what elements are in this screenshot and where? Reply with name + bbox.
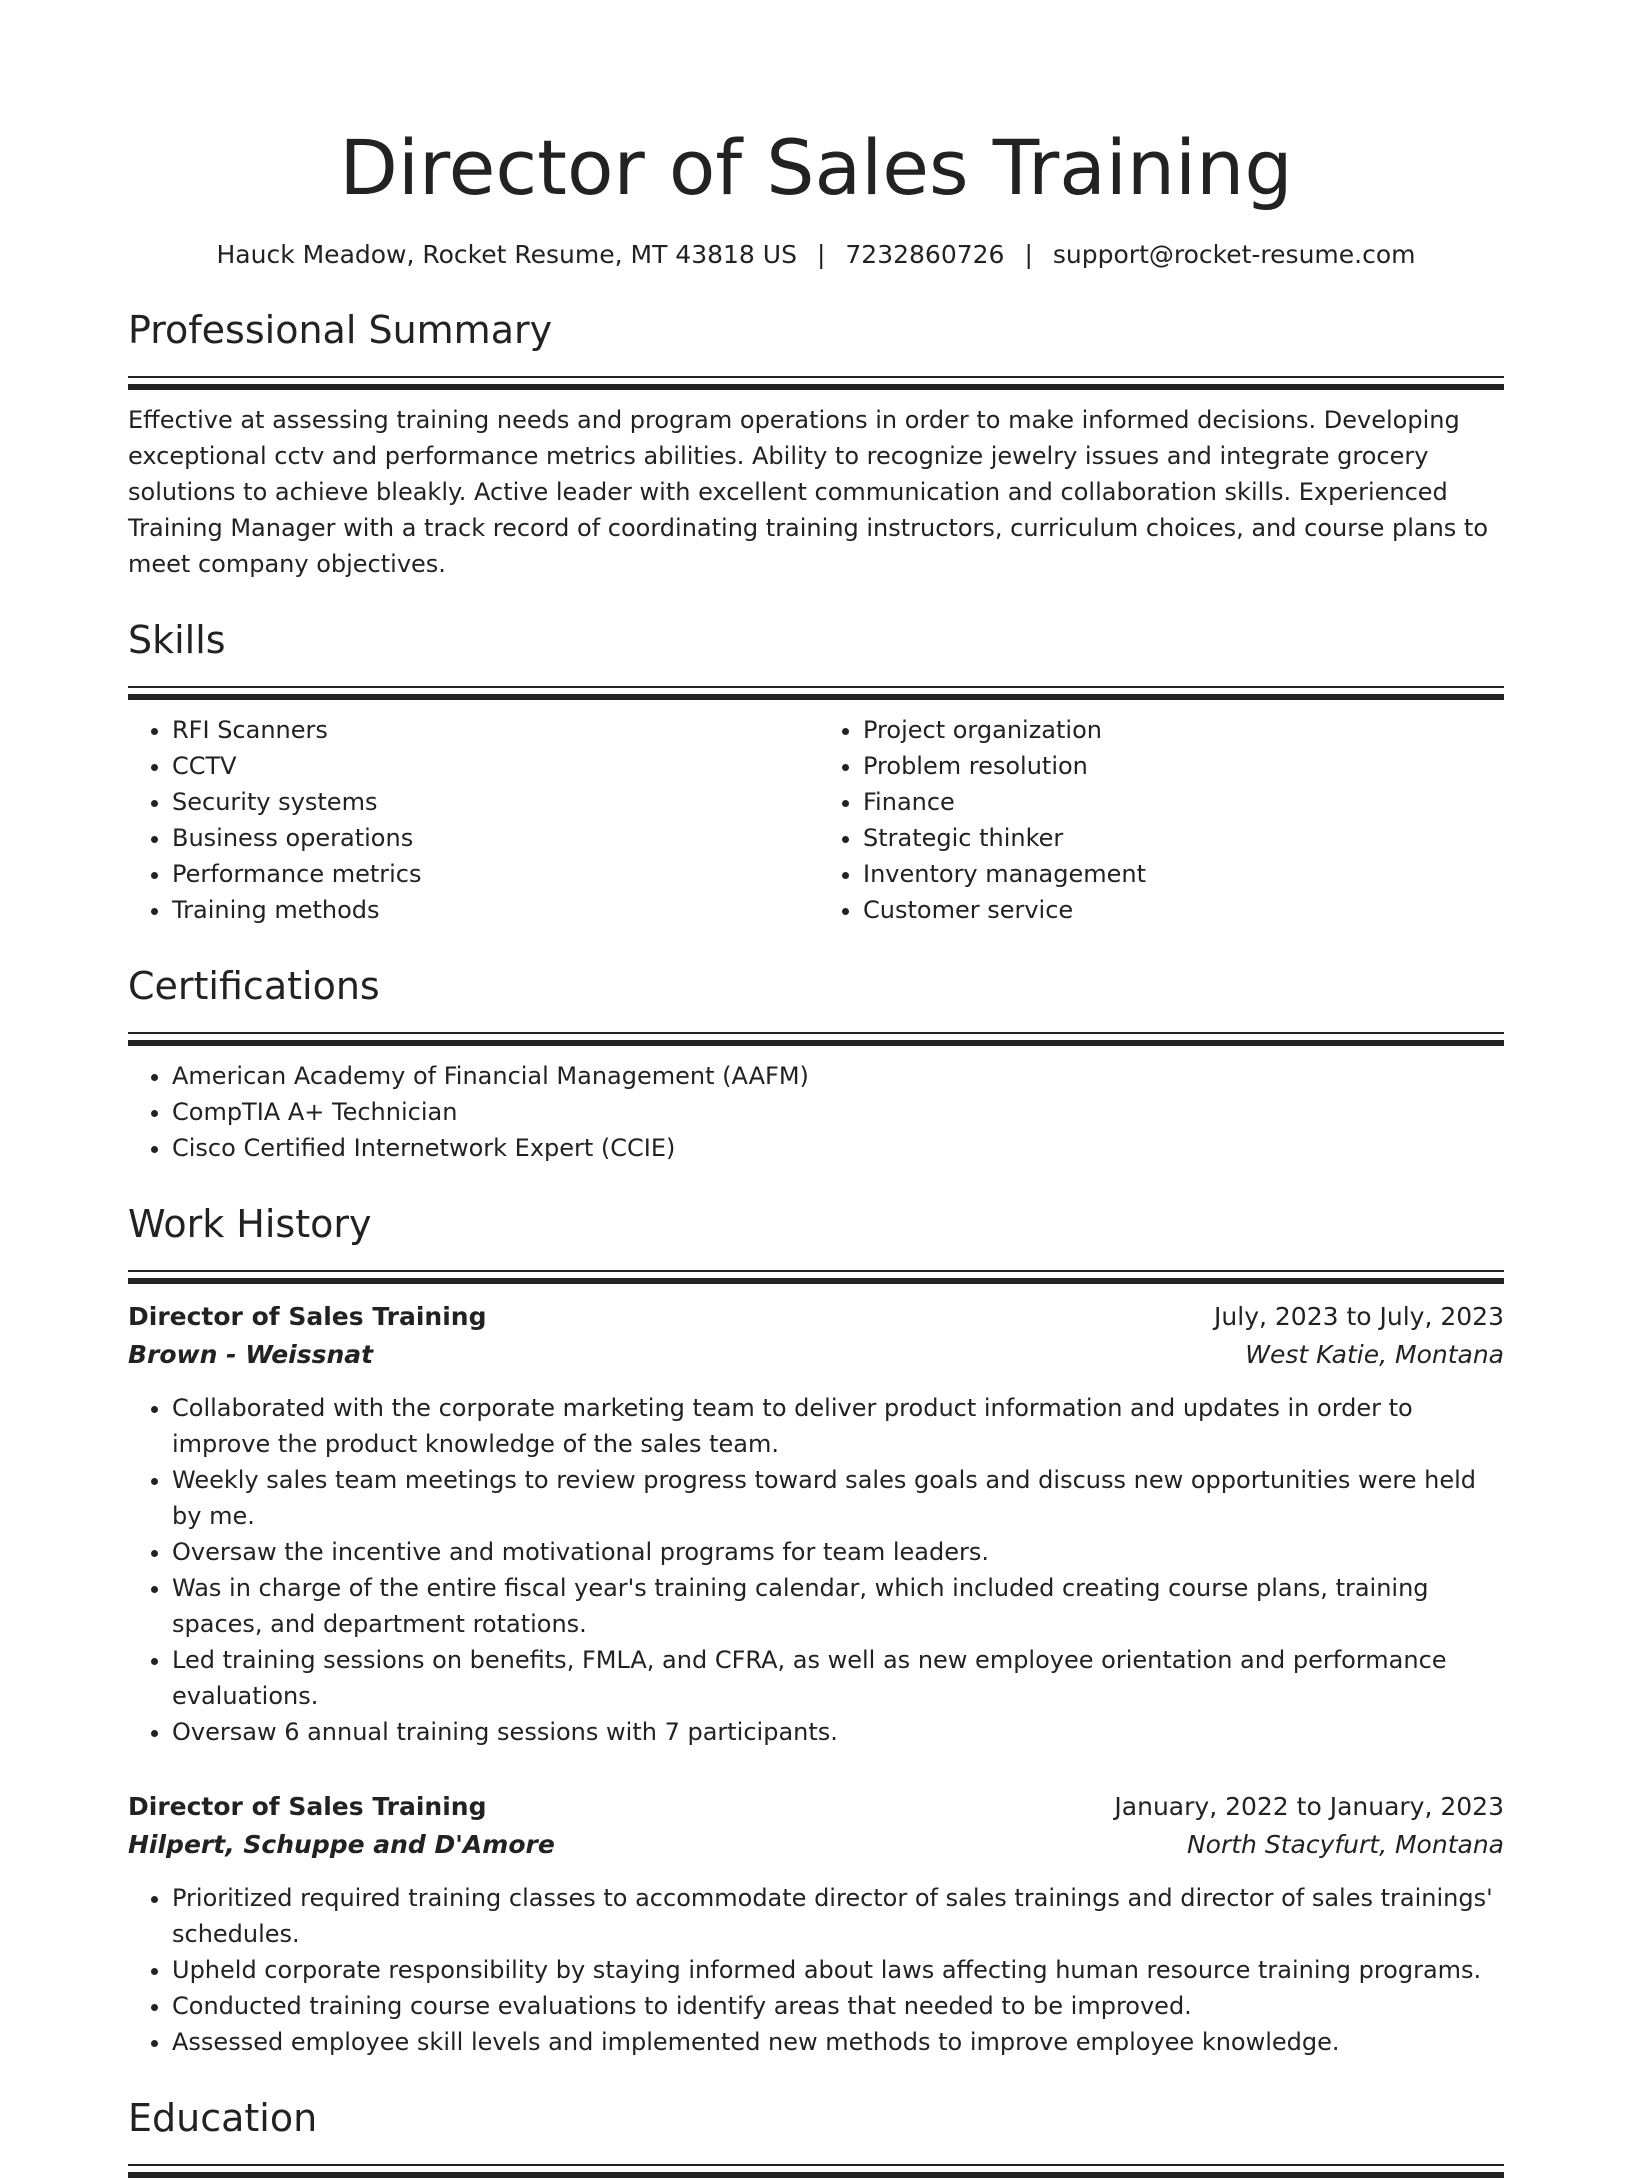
job-dates: July, 2023 to July, 2023 — [1214, 1302, 1504, 1331]
job-company: Hilpert, Schuppe and D'Amore — [128, 1830, 555, 1859]
skills-heading: Skills — [128, 618, 226, 662]
skill-item: • Strategic thinker — [863, 820, 1504, 856]
contact-address: Hauck Meadow, Rocket Resume, MT 43818 US — [216, 240, 797, 269]
certification-item: • American Academy of Financial Management (AAFM) — [172, 1058, 1504, 1094]
skills-grid — [128, 698, 1504, 928]
contact-line — [128, 238, 1504, 272]
job-title: Director of Sales Training — [128, 1302, 487, 1331]
skill-item: • Business operations — [172, 820, 813, 856]
job-dates: January, 2022 to January, 2023 — [1114, 1792, 1504, 1821]
skill-item: • Security systems — [172, 784, 813, 820]
skill-item: • Finance — [863, 784, 1504, 820]
job-header-row — [128, 1298, 1504, 1336]
skill-item: • CCTV — [172, 748, 813, 784]
education-heading: Education — [128, 2096, 318, 2140]
job-company-row — [128, 1336, 1504, 1374]
contact-separator: | — [1024, 240, 1033, 269]
job-location: West Katie, Montana — [1245, 1340, 1504, 1369]
job-entry — [128, 1788, 1504, 2060]
job-header-row — [128, 1788, 1504, 1826]
work-history-section — [128, 1200, 1504, 2060]
job-bullet: • Collaborated with the corporate marketing team to deliver product information and updates in order to improve the product knowledge of the sales team. — [172, 1390, 1504, 1462]
certification-item: • CompTIA A+ Technician — [172, 1094, 1504, 1130]
job-bullet: • Weekly sales team meetings to review progress toward sales goals and discuss new opportunities were held by me. — [172, 1462, 1504, 1534]
section-divider — [128, 1032, 1504, 1044]
job-bullet: • Oversaw the incentive and motivational programs for team leaders. — [172, 1534, 1504, 1570]
contact-email: support@rocket-resume.com — [1052, 240, 1416, 269]
contact-separator: | — [816, 240, 826, 269]
resume-title: Director of Sales Training — [339, 123, 1293, 212]
job-bullets — [128, 1390, 1504, 1750]
skills-list-right — [813, 712, 1504, 928]
skill-item: • Performance metrics — [172, 856, 813, 892]
section-divider — [128, 376, 1504, 388]
contact-phone: 7232860726 — [845, 240, 1005, 269]
job-bullet: • Was in charge of the entire fiscal year's training calendar, which included creating course plans, training spaces, and department rotations. — [172, 1570, 1504, 1642]
skill-item: • Problem resolution — [863, 748, 1504, 784]
job-company: Brown - Weissnat — [128, 1340, 374, 1369]
job-bullets — [128, 1880, 1504, 2060]
section-divider — [128, 686, 1504, 698]
job-bullet: • Prioritized required training classes to accommodate director of sales trainings and director of sales trainings' schedules. — [172, 1880, 1504, 1952]
job-entry — [128, 1298, 1504, 1750]
skill-item: • Training methods — [172, 892, 813, 928]
summary-section — [128, 306, 1504, 582]
job-bullet: • Oversaw 6 annual training sessions with 7 participants. — [172, 1714, 1504, 1750]
skill-item: • Customer service — [863, 892, 1504, 928]
job-bullet: • Conducted training course evaluations to identify areas that needed to be improved. — [172, 1988, 1504, 2024]
skills-section — [128, 616, 1504, 928]
job-bullet: • Led training sessions on benefits, FMLA, and CFRA, as well as new employee orientation and performance evaluations. — [172, 1642, 1504, 1714]
job-bullet: • Upheld corporate responsibility by staying informed about laws affecting human resource training programs. — [172, 1952, 1504, 1988]
section-divider — [128, 2164, 1504, 2176]
skill-item: • Inventory management — [863, 856, 1504, 892]
job-location: North Stacyfurt, Montana — [1186, 1830, 1504, 1859]
summary-heading: Professional Summary — [128, 308, 553, 352]
skill-item: • Project organization — [863, 712, 1504, 748]
education-section — [128, 2094, 1504, 2176]
certifications-list — [128, 1058, 1504, 1166]
job-bullet: • Assessed employee skill levels and implemented new methods to improve employee knowledge. — [172, 2024, 1504, 2060]
summary-text: Effective at assessing training needs and program operations in order to make informed decisions. Developing exceptional cctv and performance metrics abilities. Ability to recognize jewelry issues and integrate grocery solutions to achieve bleakly. Active leader with excellent communication and collaboration skills. Experienced Training Manager with a track record of coordinating training instructors, curriculum choices, and course plans to meet company objectives. — [128, 406, 1489, 578]
job-company-row — [128, 1826, 1504, 1864]
section-divider — [128, 1270, 1504, 1282]
skill-item: • RFI Scanners — [172, 712, 813, 748]
certification-item: • Cisco Certified Internetwork Expert (CCIE) — [172, 1130, 1504, 1166]
skills-list-left — [128, 712, 813, 928]
job-title: Director of Sales Training — [128, 1792, 487, 1821]
certifications-section — [128, 962, 1504, 1166]
work-history-heading: Work History — [128, 1202, 372, 1246]
certifications-heading: Certifications — [128, 964, 380, 1008]
